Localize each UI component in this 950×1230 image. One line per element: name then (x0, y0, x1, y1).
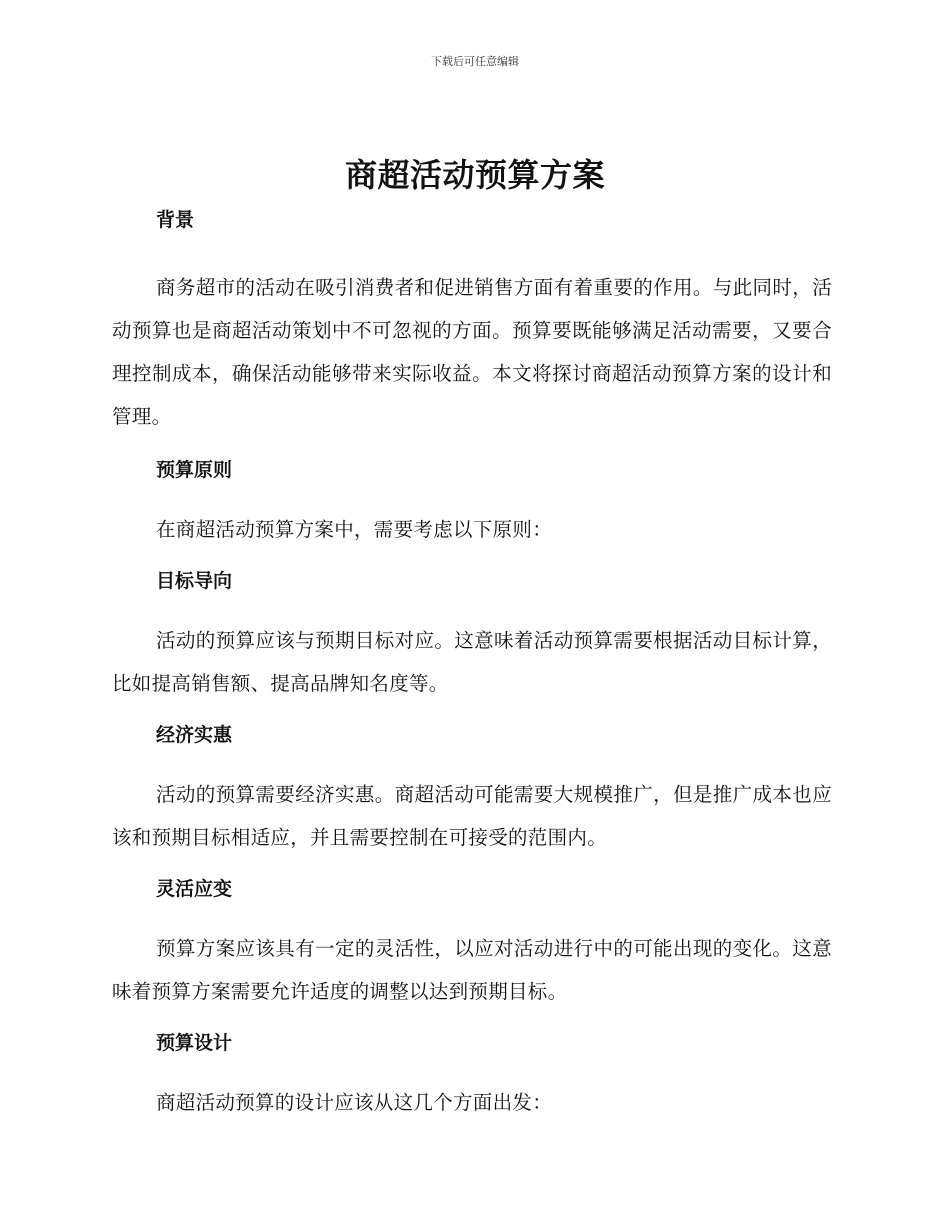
document-body (112, 204, 832, 1124)
section-heading: 预算设计 (156, 1032, 233, 1054)
section-heading: 背景 (156, 209, 195, 231)
section-budget-principles (112, 454, 832, 565)
section-goal-oriented (112, 565, 832, 719)
section-heading: 目标导向 (156, 570, 233, 592)
section-paragraph: 商超活动预算的设计应该从这几个方面出发： (156, 1091, 553, 1114)
section-heading: 灵活应变 (156, 878, 233, 900)
section-background (112, 204, 832, 454)
header-note: 下载后可任意编辑 (431, 55, 519, 68)
section-economical (112, 719, 832, 873)
section-budget-design (112, 1027, 832, 1124)
section-heading: 预算原则 (156, 459, 233, 481)
section-paragraph: 活动的预算应该与预期目标对应。这意味着活动预算需要根据活动目标计算，比如提高销售额、提高品牌知名度等。 (112, 629, 832, 695)
section-paragraph: 商务超市的活动在吸引消费者和促进销售方面有着重要的作用。与此同时，活动预算也是商超活动策划中不可忽视的方面。预算要既能够满足活动需要，又要合理控制成本，确保活动能够带来实际收益。本文将探讨商超活动预算方案的设计和管理。 (112, 276, 832, 428)
section-paragraph: 活动的预算需要经济实惠。商超活动可能需要大规模推广，但是推广成本也应该和预期目标相适应，并且需要控制在可接受的范围内。 (112, 783, 832, 849)
section-heading: 经济实惠 (156, 724, 233, 746)
document-title: 商超活动预算方案 (344, 156, 605, 194)
section-paragraph: 预算方案应该具有一定的灵活性，以应对活动进行中的可能出现的变化。这意味着预算方案需要允许适度的调整以达到预期目标。 (112, 937, 832, 1003)
section-paragraph: 在商超活动预算方案中，需要考虑以下原则： (156, 518, 553, 541)
section-flexibility (112, 873, 832, 1027)
